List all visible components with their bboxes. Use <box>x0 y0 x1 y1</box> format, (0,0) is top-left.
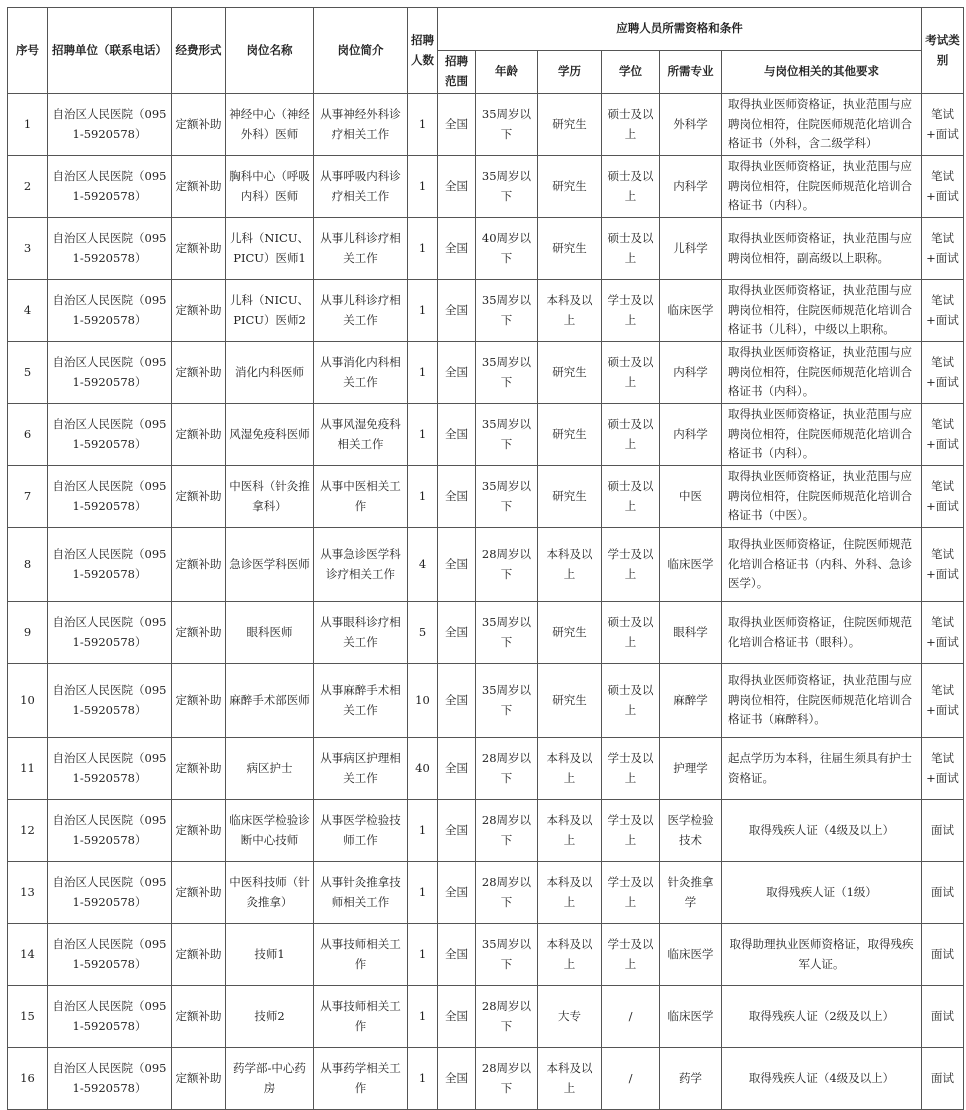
cell-education: 研究生 <box>538 404 602 466</box>
cell-seq: 16 <box>8 1048 48 1110</box>
cell-position: 眼科医师 <box>226 602 314 664</box>
cell-other: 取得执业医师资格证，住院医师规范化培训合格证书（眼科）。 <box>722 602 922 664</box>
cell-major: 眼科学 <box>660 602 722 664</box>
cell-other: 取得执业医师资格证，执业范围与应聘岗位相符，住院医师规范化培训合格证书（麻醉科）。 <box>722 664 922 738</box>
cell-age: 35周岁以下 <box>476 156 538 218</box>
cell-degree: 学士及以上 <box>602 800 660 862</box>
cell-major: 中医 <box>660 466 722 528</box>
cell-intro: 从事儿科诊疗相关工作 <box>314 218 408 280</box>
cell-degree: 硕士及以上 <box>602 156 660 218</box>
cell-unit: 自治区人民医院（0951-5920578） <box>48 156 172 218</box>
cell-major: 针灸推拿学 <box>660 862 722 924</box>
cell-education: 本科及以上 <box>538 528 602 602</box>
cell-degree: 硕士及以上 <box>602 466 660 528</box>
cell-other: 取得残疾人证（4级及以上） <box>722 800 922 862</box>
cell-funding: 定额补助 <box>172 986 226 1048</box>
cell-age: 28周岁以下 <box>476 738 538 800</box>
cell-seq: 6 <box>8 404 48 466</box>
cell-scope: 全国 <box>438 528 476 602</box>
cell-unit: 自治区人民医院（0951-5920578） <box>48 404 172 466</box>
cell-age: 35周岁以下 <box>476 280 538 342</box>
cell-age: 28周岁以下 <box>476 986 538 1048</box>
cell-unit: 自治区人民医院（0951-5920578） <box>48 924 172 986</box>
cell-other: 起点学历为本科，往届生须具有护士资格证。 <box>722 738 922 800</box>
cell-other: 取得残疾人证（2级及以上） <box>722 986 922 1048</box>
cell-count: 1 <box>408 156 438 218</box>
cell-count: 1 <box>408 342 438 404</box>
cell-count: 1 <box>408 1048 438 1110</box>
cell-age: 28周岁以下 <box>476 528 538 602</box>
cell-education: 研究生 <box>538 602 602 664</box>
cell-unit: 自治区人民医院（0951-5920578） <box>48 218 172 280</box>
cell-seq: 14 <box>8 924 48 986</box>
cell-unit: 自治区人民医院（0951-5920578） <box>48 94 172 156</box>
cell-scope: 全国 <box>438 156 476 218</box>
cell-position: 风湿免疫科医师 <box>226 404 314 466</box>
cell-intro: 从事眼科诊疗相关工作 <box>314 602 408 664</box>
cell-major: 内科学 <box>660 404 722 466</box>
header-qualifications: 应聘人员所需资格和条件 <box>438 8 922 51</box>
cell-scope: 全国 <box>438 1048 476 1110</box>
cell-age: 28周岁以下 <box>476 800 538 862</box>
cell-degree: 硕士及以上 <box>602 218 660 280</box>
cell-major: 内科学 <box>660 342 722 404</box>
cell-funding: 定额补助 <box>172 156 226 218</box>
cell-other: 取得执业医师资格证，执业范围与应聘岗位相符，住院医师规范化培训合格证书（内科）。 <box>722 342 922 404</box>
cell-education: 研究生 <box>538 156 602 218</box>
cell-funding: 定额补助 <box>172 280 226 342</box>
cell-seq: 1 <box>8 94 48 156</box>
cell-scope: 全国 <box>438 404 476 466</box>
cell-funding: 定额补助 <box>172 924 226 986</box>
header-count: 招聘人数 <box>408 8 438 94</box>
header-major: 所需专业 <box>660 51 722 94</box>
cell-funding: 定额补助 <box>172 94 226 156</box>
cell-intro: 从事医学检验技师工作 <box>314 800 408 862</box>
cell-major: 临床医学 <box>660 280 722 342</box>
cell-major: 麻醉学 <box>660 664 722 738</box>
cell-unit: 自治区人民医院（0951-5920578） <box>48 664 172 738</box>
cell-unit: 自治区人民医院（0951-5920578） <box>48 862 172 924</box>
cell-major: 护理学 <box>660 738 722 800</box>
cell-scope: 全国 <box>438 800 476 862</box>
cell-intro: 从事技师相关工作 <box>314 986 408 1048</box>
cell-count: 1 <box>408 280 438 342</box>
cell-scope: 全国 <box>438 466 476 528</box>
cell-exam: 笔试+面试 <box>922 280 964 342</box>
cell-intro: 从事消化内科相关工作 <box>314 342 408 404</box>
cell-intro: 从事麻醉手术相关工作 <box>314 664 408 738</box>
cell-exam: 面试 <box>922 800 964 862</box>
cell-seq: 11 <box>8 738 48 800</box>
cell-count: 1 <box>408 404 438 466</box>
cell-count: 1 <box>408 924 438 986</box>
cell-age: 35周岁以下 <box>476 94 538 156</box>
cell-seq: 8 <box>8 528 48 602</box>
cell-position: 胸科中心（呼吸内科）医师 <box>226 156 314 218</box>
cell-scope: 全国 <box>438 924 476 986</box>
cell-exam: 笔试+面试 <box>922 664 964 738</box>
cell-count: 1 <box>408 218 438 280</box>
cell-seq: 10 <box>8 664 48 738</box>
header-intro: 岗位简介 <box>314 8 408 94</box>
cell-count: 1 <box>408 862 438 924</box>
cell-intro: 从事药学相关工作 <box>314 1048 408 1110</box>
cell-unit: 自治区人民医院（0951-5920578） <box>48 342 172 404</box>
cell-degree: 学士及以上 <box>602 862 660 924</box>
header-position: 岗位名称 <box>226 8 314 94</box>
cell-funding: 定额补助 <box>172 466 226 528</box>
cell-age: 35周岁以下 <box>476 602 538 664</box>
cell-funding: 定额补助 <box>172 404 226 466</box>
cell-seq: 4 <box>8 280 48 342</box>
cell-count: 1 <box>408 986 438 1048</box>
cell-exam: 笔试+面试 <box>922 404 964 466</box>
cell-exam: 笔试+面试 <box>922 94 964 156</box>
cell-funding: 定额补助 <box>172 1048 226 1110</box>
cell-education: 本科及以上 <box>538 280 602 342</box>
cell-degree: / <box>602 1048 660 1110</box>
cell-education: 本科及以上 <box>538 862 602 924</box>
cell-position: 临床医学检验诊断中心技师 <box>226 800 314 862</box>
cell-scope: 全国 <box>438 664 476 738</box>
cell-intro: 从事技师相关工作 <box>314 924 408 986</box>
cell-seq: 12 <box>8 800 48 862</box>
cell-intro: 从事急诊医学科诊疗相关工作 <box>314 528 408 602</box>
cell-age: 40周岁以下 <box>476 218 538 280</box>
cell-age: 28周岁以下 <box>476 1048 538 1110</box>
cell-other: 取得助理执业医师资格证，取得残疾军人证。 <box>722 924 922 986</box>
cell-count: 1 <box>408 466 438 528</box>
header-seq: 序号 <box>8 8 48 94</box>
cell-exam: 笔试+面试 <box>922 342 964 404</box>
table-row <box>8 528 964 602</box>
header-scope: 招聘范围 <box>438 51 476 94</box>
header-funding: 经费形式 <box>172 8 226 94</box>
cell-position: 技师1 <box>226 924 314 986</box>
cell-age: 35周岁以下 <box>476 664 538 738</box>
cell-degree: 硕士及以上 <box>602 342 660 404</box>
cell-exam: 笔试+面试 <box>922 738 964 800</box>
cell-position: 神经中心（神经外科）医师 <box>226 94 314 156</box>
cell-funding: 定额补助 <box>172 738 226 800</box>
cell-other: 取得执业医师资格证，执业范围与应聘岗位相符，住院医师规范化培训合格证书（外科，含二级学科） <box>722 94 922 156</box>
cell-funding: 定额补助 <box>172 800 226 862</box>
cell-exam: 面试 <box>922 924 964 986</box>
cell-education: 大专 <box>538 986 602 1048</box>
cell-unit: 自治区人民医院（0951-5920578） <box>48 528 172 602</box>
cell-education: 研究生 <box>538 466 602 528</box>
cell-exam: 笔试+面试 <box>922 218 964 280</box>
cell-education: 本科及以上 <box>538 738 602 800</box>
cell-other: 取得执业医师资格证，执业范围与应聘岗位相符，住院医师规范化培训合格证书（内科）。 <box>722 404 922 466</box>
table-row <box>8 602 964 664</box>
cell-scope: 全国 <box>438 862 476 924</box>
table-row <box>8 280 964 342</box>
cell-exam: 笔试+面试 <box>922 466 964 528</box>
cell-position: 病区护士 <box>226 738 314 800</box>
cell-education: 本科及以上 <box>538 800 602 862</box>
table-row <box>8 986 964 1048</box>
table-row <box>8 664 964 738</box>
cell-major: 外科学 <box>660 94 722 156</box>
cell-unit: 自治区人民医院（0951-5920578） <box>48 738 172 800</box>
cell-unit: 自治区人民医院（0951-5920578） <box>48 280 172 342</box>
cell-degree: 学士及以上 <box>602 528 660 602</box>
cell-position: 急诊医学科医师 <box>226 528 314 602</box>
table-row <box>8 218 964 280</box>
cell-education: 研究生 <box>538 218 602 280</box>
cell-position: 麻醉手术部医师 <box>226 664 314 738</box>
cell-degree: / <box>602 986 660 1048</box>
cell-seq: 13 <box>8 862 48 924</box>
cell-seq: 9 <box>8 602 48 664</box>
cell-count: 5 <box>408 602 438 664</box>
cell-count: 10 <box>408 664 438 738</box>
table-row <box>8 800 964 862</box>
cell-intro: 从事儿科诊疗相关工作 <box>314 280 408 342</box>
cell-position: 消化内科医师 <box>226 342 314 404</box>
cell-intro: 从事呼吸内科诊疗相关工作 <box>314 156 408 218</box>
cell-funding: 定额补助 <box>172 602 226 664</box>
cell-age: 35周岁以下 <box>476 404 538 466</box>
header-exam: 考试类别 <box>922 8 964 94</box>
cell-exam: 面试 <box>922 862 964 924</box>
cell-exam: 面试 <box>922 986 964 1048</box>
cell-position: 中医科技师（针灸推拿） <box>226 862 314 924</box>
cell-funding: 定额补助 <box>172 862 226 924</box>
table-row <box>8 924 964 986</box>
cell-other: 取得执业医师资格证，执业范围与应聘岗位相符，住院医师规范化培训合格证书（中医）。 <box>722 466 922 528</box>
cell-education: 研究生 <box>538 94 602 156</box>
cell-count: 1 <box>408 94 438 156</box>
cell-seq: 7 <box>8 466 48 528</box>
cell-major: 内科学 <box>660 156 722 218</box>
header-age: 年龄 <box>476 51 538 94</box>
cell-position: 儿科（NICU、PICU）医师1 <box>226 218 314 280</box>
cell-degree: 学士及以上 <box>602 280 660 342</box>
table-row <box>8 862 964 924</box>
cell-unit: 自治区人民医院（0951-5920578） <box>48 1048 172 1110</box>
cell-other: 取得执业医师资格证，执业范围与应聘岗位相符，住院医师规范化培训合格证书（内科）。 <box>722 156 922 218</box>
cell-unit: 自治区人民医院（0951-5920578） <box>48 602 172 664</box>
cell-intro: 从事神经外科诊疗相关工作 <box>314 94 408 156</box>
cell-age: 35周岁以下 <box>476 342 538 404</box>
cell-scope: 全国 <box>438 280 476 342</box>
cell-degree: 硕士及以上 <box>602 94 660 156</box>
cell-scope: 全国 <box>438 738 476 800</box>
cell-degree: 硕士及以上 <box>602 664 660 738</box>
cell-exam: 面试 <box>922 1048 964 1110</box>
header-education: 学历 <box>538 51 602 94</box>
cell-degree: 硕士及以上 <box>602 404 660 466</box>
cell-intro: 从事病区护理相关工作 <box>314 738 408 800</box>
cell-major: 药学 <box>660 1048 722 1110</box>
cell-major: 儿科学 <box>660 218 722 280</box>
cell-age: 28周岁以下 <box>476 862 538 924</box>
cell-age: 35周岁以下 <box>476 924 538 986</box>
cell-degree: 学士及以上 <box>602 738 660 800</box>
cell-count: 40 <box>408 738 438 800</box>
cell-other: 取得执业医师资格证，住院医师规范化培训合格证书（内科、外科、急诊医学）。 <box>722 528 922 602</box>
header-other: 与岗位相关的其他要求 <box>722 51 922 94</box>
cell-scope: 全国 <box>438 218 476 280</box>
table-row <box>8 1048 964 1110</box>
cell-position: 技师2 <box>226 986 314 1048</box>
cell-intro: 从事风湿免疫科相关工作 <box>314 404 408 466</box>
cell-major: 临床医学 <box>660 924 722 986</box>
cell-education: 研究生 <box>538 664 602 738</box>
cell-seq: 15 <box>8 986 48 1048</box>
cell-other: 取得残疾人证（1级） <box>722 862 922 924</box>
cell-unit: 自治区人民医院（0951-5920578） <box>48 800 172 862</box>
cell-other: 取得执业医师资格证，执业范围与应聘岗位相符，住院医师规范化培训合格证书（儿科），中级以上职称。 <box>722 280 922 342</box>
cell-funding: 定额补助 <box>172 342 226 404</box>
cell-age: 35周岁以下 <box>476 466 538 528</box>
cell-funding: 定额补助 <box>172 218 226 280</box>
cell-scope: 全国 <box>438 986 476 1048</box>
table-row <box>8 738 964 800</box>
cell-education: 本科及以上 <box>538 924 602 986</box>
cell-exam: 笔试+面试 <box>922 156 964 218</box>
cell-position: 儿科（NICU、PICU）医师2 <box>226 280 314 342</box>
cell-unit: 自治区人民医院（0951-5920578） <box>48 986 172 1048</box>
cell-count: 4 <box>408 528 438 602</box>
cell-funding: 定额补助 <box>172 528 226 602</box>
cell-seq: 2 <box>8 156 48 218</box>
table-row <box>8 342 964 404</box>
cell-exam: 笔试+面试 <box>922 528 964 602</box>
header-unit: 招聘单位（联系电话） <box>48 8 172 94</box>
cell-major: 临床医学 <box>660 986 722 1048</box>
cell-seq: 3 <box>8 218 48 280</box>
cell-intro: 从事针灸推拿技师相关工作 <box>314 862 408 924</box>
table-row <box>8 94 964 156</box>
cell-other: 取得残疾人证（4级及以上） <box>722 1048 922 1110</box>
cell-major: 医学检验技术 <box>660 800 722 862</box>
cell-major: 临床医学 <box>660 528 722 602</box>
cell-position: 药学部-中心药房 <box>226 1048 314 1110</box>
table-row <box>8 156 964 218</box>
table-row <box>8 404 964 466</box>
cell-education: 本科及以上 <box>538 1048 602 1110</box>
cell-education: 研究生 <box>538 342 602 404</box>
cell-other: 取得执业医师资格证，执业范围与应聘岗位相符，副高级以上职称。 <box>722 218 922 280</box>
table-body <box>8 94 964 1110</box>
cell-scope: 全国 <box>438 94 476 156</box>
cell-degree: 学士及以上 <box>602 924 660 986</box>
table-row <box>8 466 964 528</box>
header-degree: 学位 <box>602 51 660 94</box>
cell-count: 1 <box>408 800 438 862</box>
cell-unit: 自治区人民医院（0951-5920578） <box>48 466 172 528</box>
cell-position: 中医科（针灸推拿科） <box>226 466 314 528</box>
cell-intro: 从事中医相关工作 <box>314 466 408 528</box>
cell-funding: 定额补助 <box>172 664 226 738</box>
cell-degree: 硕士及以上 <box>602 602 660 664</box>
cell-scope: 全国 <box>438 342 476 404</box>
cell-exam: 笔试+面试 <box>922 602 964 664</box>
recruitment-table <box>7 7 964 1110</box>
cell-seq: 5 <box>8 342 48 404</box>
cell-scope: 全国 <box>438 602 476 664</box>
